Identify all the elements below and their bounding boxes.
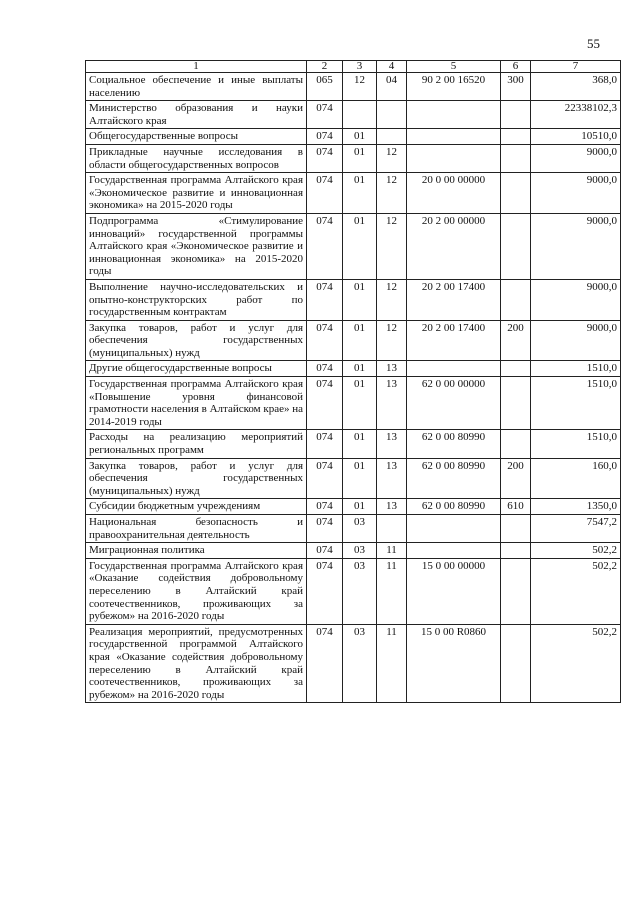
header-row [86, 61, 621, 73]
table-row [86, 361, 621, 377]
cell-subsection: 12 [377, 213, 407, 279]
cell-name: Прикладные научные исследования в области общегосударственных вопросов [86, 144, 307, 172]
cell-amount: 9000,0 [531, 144, 621, 172]
cell-code: 074 [307, 320, 343, 361]
cell-section: 01 [343, 458, 377, 499]
cell-expense-type [501, 144, 531, 172]
cell-subsection: 12 [377, 144, 407, 172]
cell-section: 01 [343, 213, 377, 279]
cell-expense-type [501, 515, 531, 543]
cell-expense-type [501, 101, 531, 129]
cell-code: 074 [307, 377, 343, 430]
cell-code: 074 [307, 558, 343, 624]
cell-target-article: 62 0 00 80990 [407, 499, 501, 515]
cell-name: Подпрограмма «Стимулирование инноваций» государственной программы Алтайского края «Экономическое развитие и инновационная экономика» на 2015-2020 годы [86, 213, 307, 279]
cell-subsection: 13 [377, 377, 407, 430]
table-row [86, 144, 621, 172]
cell-code: 065 [307, 73, 343, 101]
cell-code: 074 [307, 430, 343, 458]
cell-section: 01 [343, 361, 377, 377]
cell-expense-type [501, 361, 531, 377]
cell-section: 03 [343, 515, 377, 543]
cell-name: Национальная безопасность и правоохранительная деятельность [86, 515, 307, 543]
cell-subsection [377, 129, 407, 145]
cell-name: Субсидии бюджетным учреждениям [86, 499, 307, 515]
cell-target-article: 90 2 00 16520 [407, 73, 501, 101]
cell-name: Другие общегосударственные вопросы [86, 361, 307, 377]
cell-name: Государственная программа Алтайского края «Оказание содействия добровольному переселению в Алтайский край соотечественников, проживающих за рубежом» на 2016-2020 годы [86, 558, 307, 624]
cell-expense-type: 200 [501, 320, 531, 361]
cell-expense-type [501, 430, 531, 458]
cell-subsection: 12 [377, 173, 407, 214]
cell-amount: 9000,0 [531, 213, 621, 279]
cell-target-article [407, 144, 501, 172]
cell-amount: 502,2 [531, 624, 621, 703]
cell-subsection: 11 [377, 624, 407, 703]
header-col-4: 4 [377, 61, 407, 73]
cell-name: Выполнение научно-исследовательских и опытно-конструкторских работ по государственным контрактам [86, 279, 307, 320]
cell-name: Расходы на реализацию мероприятий региональных программ [86, 430, 307, 458]
cell-target-article: 15 0 00 R0860 [407, 624, 501, 703]
cell-subsection [377, 101, 407, 129]
cell-subsection: 13 [377, 361, 407, 377]
cell-name: Закупка товаров, работ и услуг для обеспечения государственных (муниципальных) нужд [86, 458, 307, 499]
cell-target-article [407, 515, 501, 543]
cell-name: Социальное обеспечение и иные выплаты населению [86, 73, 307, 101]
cell-target-article: 20 0 00 00000 [407, 173, 501, 214]
cell-amount: 9000,0 [531, 320, 621, 361]
cell-amount: 502,2 [531, 558, 621, 624]
table-row [86, 101, 621, 129]
table-row [86, 499, 621, 515]
table-row [86, 430, 621, 458]
cell-section: 01 [343, 499, 377, 515]
header-col-2: 2 [307, 61, 343, 73]
cell-name: Государственная программа Алтайского края «Повышение уровня финансовой грамотности населения в Алтайском крае» на 2014-2019 годы [86, 377, 307, 430]
cell-name: Министерство образования и науки Алтайского края [86, 101, 307, 129]
cell-amount: 502,2 [531, 543, 621, 559]
cell-code: 074 [307, 129, 343, 145]
cell-section: 01 [343, 377, 377, 430]
cell-section [343, 101, 377, 129]
cell-expense-type [501, 558, 531, 624]
cell-name: Реализация мероприятий, предусмотренных государственной программой Алтайского края «Оказание содействия добровольному переселению в Алтайский край соотечественников, проживающих за рубежом» на 2016-2020 годы [86, 624, 307, 703]
cell-code: 074 [307, 279, 343, 320]
cell-code: 074 [307, 624, 343, 703]
cell-target-article: 20 2 00 17400 [407, 279, 501, 320]
cell-name: Миграционная политика [86, 543, 307, 559]
cell-amount: 9000,0 [531, 279, 621, 320]
cell-target-article [407, 101, 501, 129]
cell-amount: 160,0 [531, 458, 621, 499]
table-row [86, 558, 621, 624]
page-number: 55 [587, 36, 600, 51]
cell-amount: 22338102,3 [531, 101, 621, 129]
table-row [86, 173, 621, 214]
cell-expense-type [501, 543, 531, 559]
cell-code: 074 [307, 361, 343, 377]
cell-amount: 9000,0 [531, 173, 621, 214]
cell-code: 074 [307, 543, 343, 559]
cell-target-article [407, 361, 501, 377]
table-row [86, 543, 621, 559]
cell-expense-type [501, 377, 531, 430]
cell-code: 074 [307, 101, 343, 129]
table-row [86, 458, 621, 499]
cell-expense-type [501, 279, 531, 320]
cell-section: 03 [343, 624, 377, 703]
table-header [86, 61, 621, 73]
cell-expense-type: 200 [501, 458, 531, 499]
cell-target-article: 62 0 00 80990 [407, 458, 501, 499]
table-row [86, 129, 621, 145]
header-col-7: 7 [531, 61, 621, 73]
cell-amount: 7547,2 [531, 515, 621, 543]
cell-subsection: 13 [377, 458, 407, 499]
cell-amount: 1510,0 [531, 430, 621, 458]
cell-section: 01 [343, 279, 377, 320]
cell-expense-type: 300 [501, 73, 531, 101]
cell-subsection [377, 515, 407, 543]
cell-target-article: 62 0 00 00000 [407, 377, 501, 430]
cell-subsection: 13 [377, 430, 407, 458]
cell-amount: 10510,0 [531, 129, 621, 145]
cell-amount: 1510,0 [531, 377, 621, 430]
table-row [86, 377, 621, 430]
cell-target-article [407, 543, 501, 559]
budget-table [85, 60, 621, 703]
table-row [86, 320, 621, 361]
cell-subsection: 11 [377, 558, 407, 624]
cell-section: 03 [343, 543, 377, 559]
cell-target-article: 62 0 00 80990 [407, 430, 501, 458]
table-row [86, 624, 621, 703]
cell-code: 074 [307, 515, 343, 543]
cell-subsection: 11 [377, 543, 407, 559]
cell-name: Закупка товаров, работ и услуг для обеспечения государственных (муниципальных) нужд [86, 320, 307, 361]
cell-subsection: 12 [377, 279, 407, 320]
cell-expense-type: 610 [501, 499, 531, 515]
cell-name: Государственная программа Алтайского края «Экономическое развитие и инновационная экономика» на 2015-2020 годы [86, 173, 307, 214]
cell-target-article: 20 2 00 17400 [407, 320, 501, 361]
cell-code: 074 [307, 499, 343, 515]
table-body [86, 73, 621, 703]
table-row [86, 73, 621, 101]
cell-section: 12 [343, 73, 377, 101]
cell-amount: 368,0 [531, 73, 621, 101]
cell-expense-type [501, 213, 531, 279]
cell-target-article: 15 0 00 00000 [407, 558, 501, 624]
cell-amount: 1350,0 [531, 499, 621, 515]
cell-name: Общегосударственные вопросы [86, 129, 307, 145]
cell-code: 074 [307, 144, 343, 172]
cell-amount: 1510,0 [531, 361, 621, 377]
header-col-3: 3 [343, 61, 377, 73]
cell-expense-type [501, 173, 531, 214]
cell-target-article [407, 129, 501, 145]
cell-section: 01 [343, 320, 377, 361]
cell-expense-type [501, 129, 531, 145]
table-row [86, 213, 621, 279]
cell-code: 074 [307, 213, 343, 279]
cell-code: 074 [307, 458, 343, 499]
cell-subsection: 04 [377, 73, 407, 101]
cell-target-article: 20 2 00 00000 [407, 213, 501, 279]
cell-section: 01 [343, 144, 377, 172]
table-row [86, 515, 621, 543]
cell-subsection: 12 [377, 320, 407, 361]
cell-subsection: 13 [377, 499, 407, 515]
header-col-1: 1 [86, 61, 307, 73]
cell-section: 01 [343, 173, 377, 214]
cell-section: 01 [343, 129, 377, 145]
header-col-5: 5 [407, 61, 501, 73]
header-col-6: 6 [501, 61, 531, 73]
cell-section: 01 [343, 430, 377, 458]
cell-expense-type [501, 624, 531, 703]
cell-section: 03 [343, 558, 377, 624]
table-row [86, 279, 621, 320]
cell-code: 074 [307, 173, 343, 214]
